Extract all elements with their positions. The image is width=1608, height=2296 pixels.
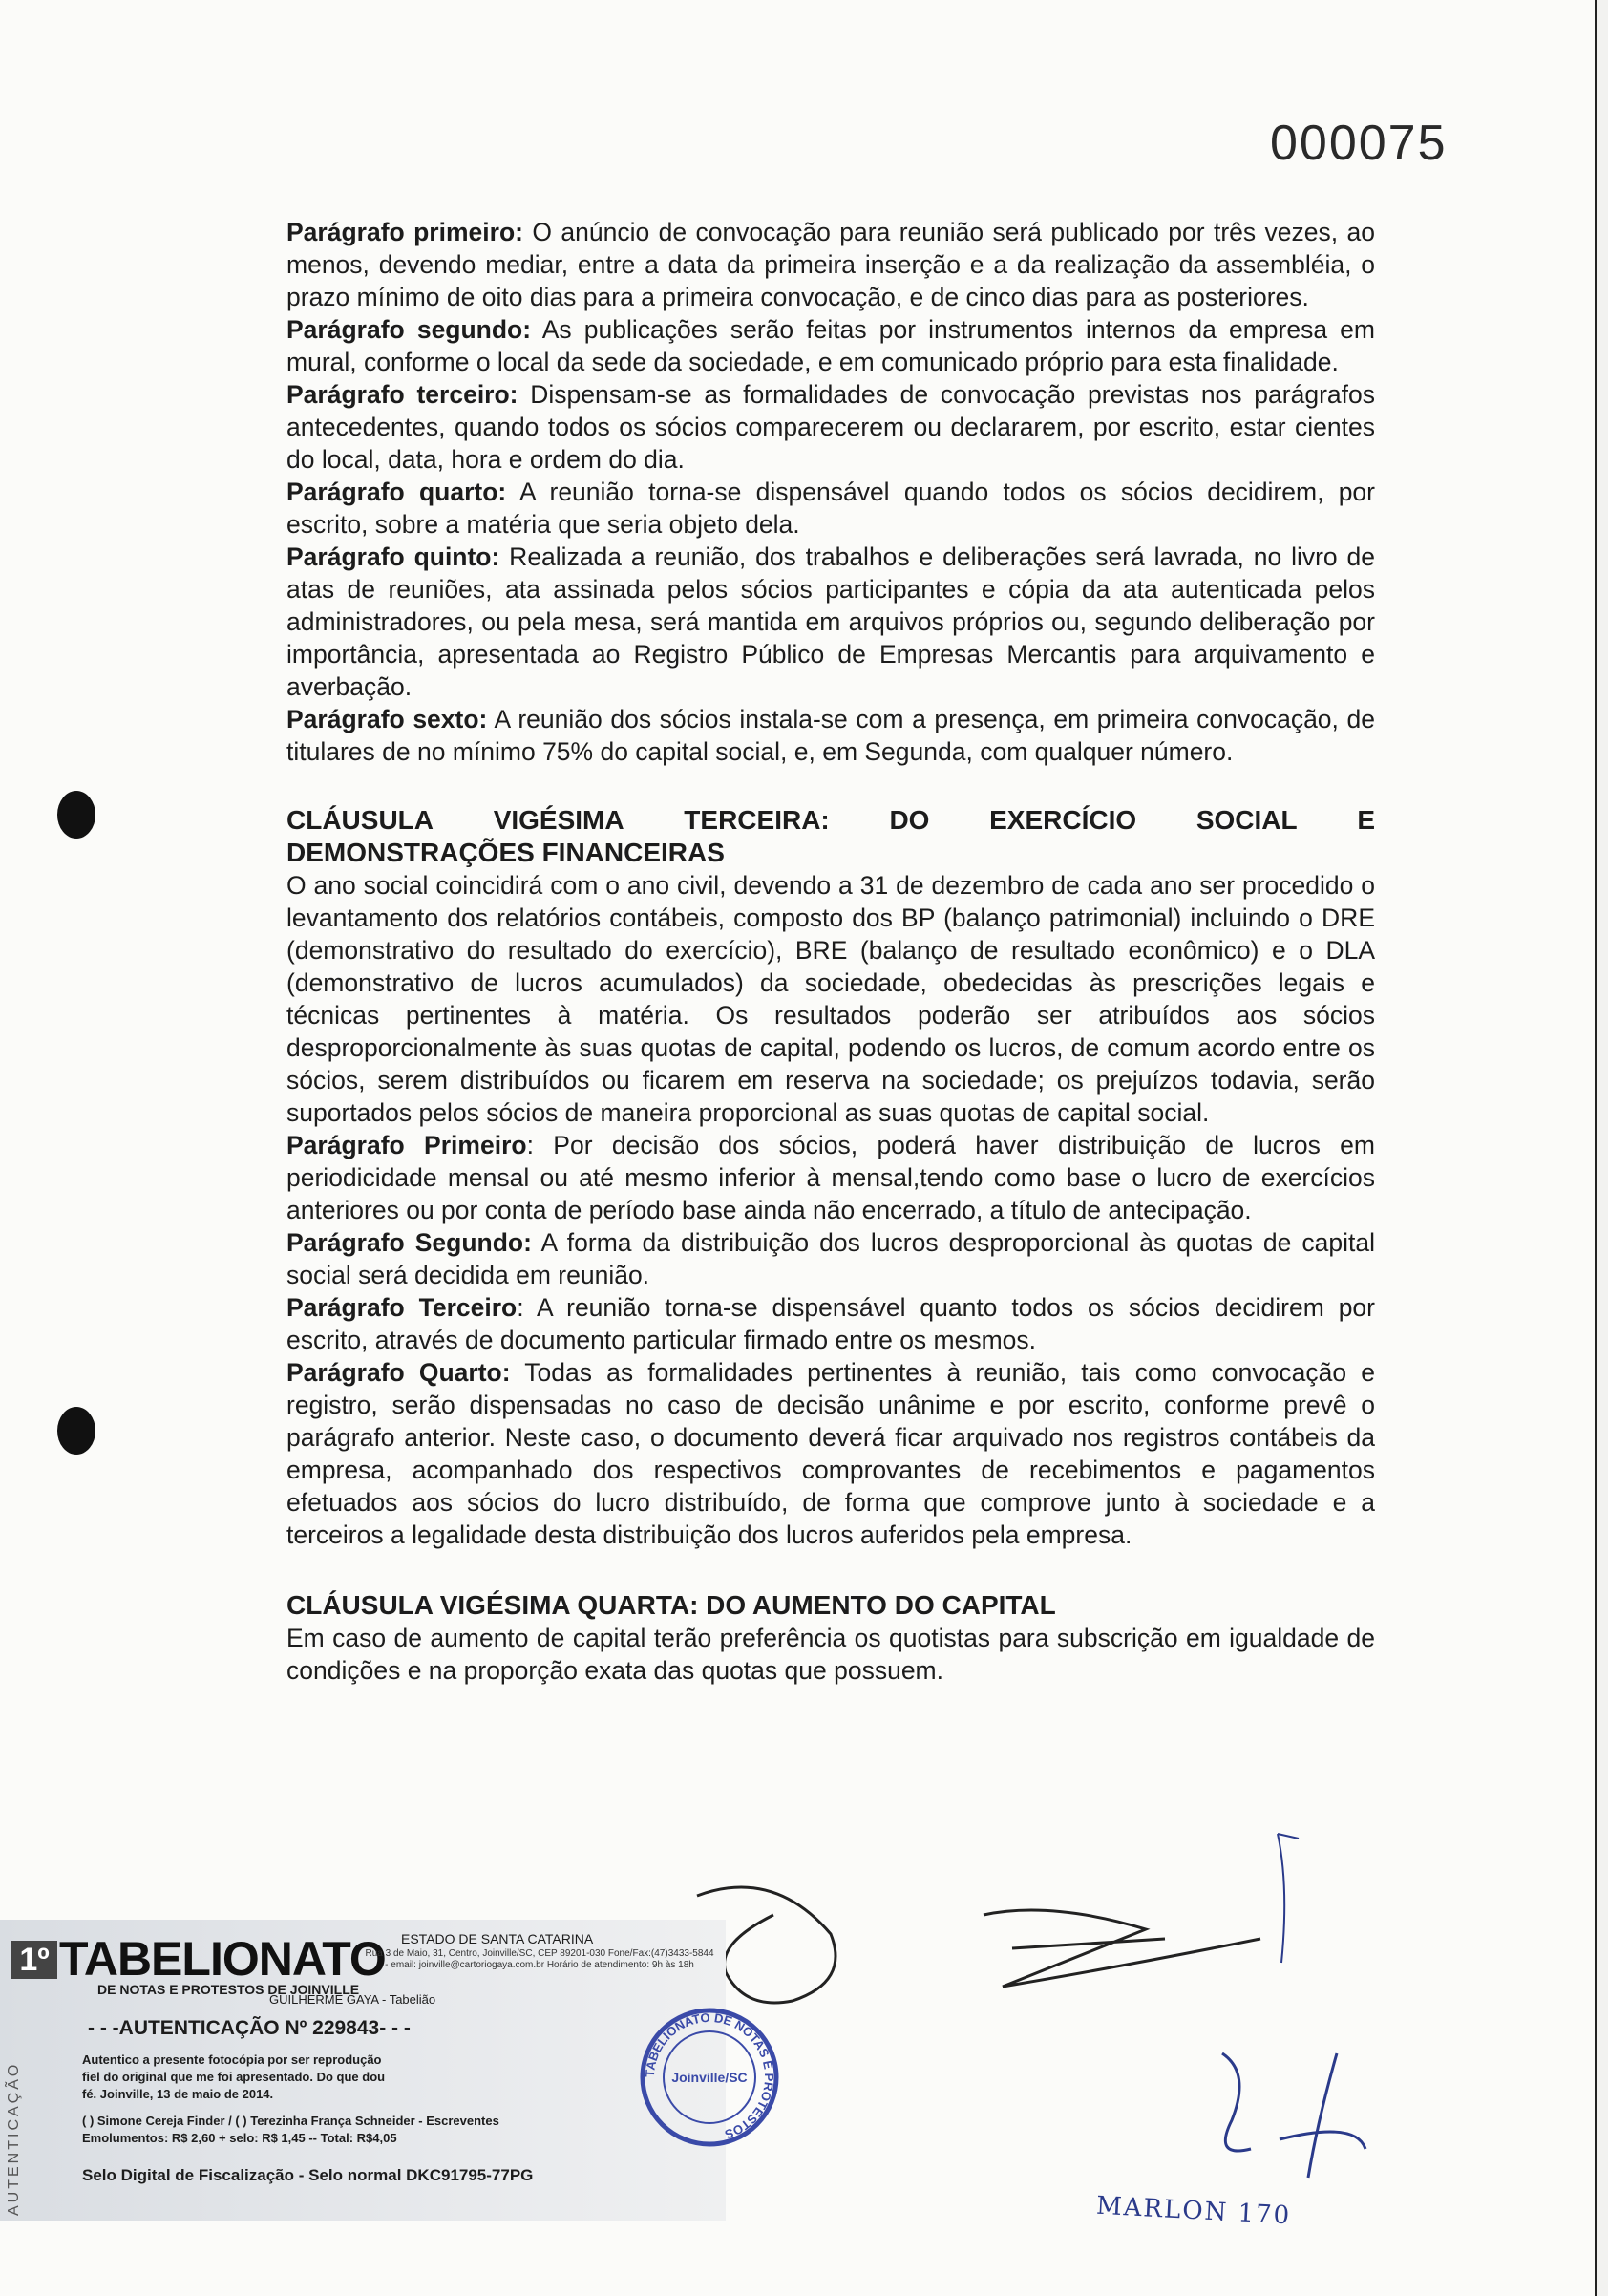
clause-24-text: Em caso de aumento de capital terão preferência os quotistas para subscrição em igualdade de condições e na proporção exata das quotas que possuem. <box>286 1624 1375 1685</box>
initials-bottom-right <box>1194 2044 1385 2187</box>
clause-23-title <box>286 804 1375 837</box>
seal-center-text: Joinville/SC <box>671 2070 748 2085</box>
paragraph-label: Parágrafo Quarto: <box>286 1358 511 1387</box>
paragraph-label: Parágrafo primeiro: <box>286 218 523 246</box>
paragraph <box>286 1356 1375 1551</box>
paragraph <box>286 1129 1375 1226</box>
paragraph-label: Parágrafo terceiro: <box>286 380 518 409</box>
notary-state: ESTADO DE SANTA CATARINA <box>401 1931 594 1946</box>
paragraph <box>286 1226 1375 1291</box>
contract-text <box>286 216 1375 1687</box>
punch-hole-top <box>57 791 95 839</box>
paragraph-label: Parágrafo quinto: <box>286 542 500 571</box>
title-word: SOCIAL <box>1195 805 1298 835</box>
signature-right <box>974 1901 1318 2006</box>
first-paragraphs <box>286 216 1375 768</box>
paragraph <box>286 541 1375 703</box>
paragraph-text: : Por decisão dos sócios, poderá haver distribuição de lucros em periodicidade mensal ou até mesmo inferior à mensal,tendo como base o lucro de exercícios anteriores ou por conta de período base ainda não encerrado, a título de antecipação. <box>286 1131 1375 1224</box>
title-word: CLÁUSULA <box>286 805 434 835</box>
title-word: E <box>1357 805 1375 835</box>
paragraph <box>286 313 1375 378</box>
stamp-fees: Emolumentos: R$ 2,60 + selo: R$ 1,45 -- Total: R$4,05 <box>82 2131 397 2145</box>
paragraph-label: Parágrafo sexto: <box>286 705 488 733</box>
paragraph <box>286 703 1375 768</box>
notary-tabeliao: GUILHERME GAYA - Tabelião <box>269 1992 436 2007</box>
notary-logo: 1º <box>11 1941 57 1979</box>
stamp-side-text: AUTENTICAÇÃO <box>6 2061 22 2216</box>
clause-23-intro: O ano social coincidirá com o ano civil, devendo a 31 de dezembro de cada ano ser procedido o levantamento dos relatórios contábeis, composto dos BP (balanço patrimonial) incluindo o DRE (demonstrativo do resultado do exercício), BRE (balanço de resultado econômico) e o DLA (demonstrativo de lucros acumulados) da sociedade, obedecidas às prescrições legais e técnicas pertinentes à matéria. Os resultados poderão ser atribuídos aos sócios desproporcionalmente às suas quotas de capital, podendo os lucros, de comum acordo entre os sócios, serem distribuídos ou ficarem em reserva na sociedade; os prejuízos todavia, serão suportados pelos sócios de maneira proporcional as suas quotas de capital social. <box>286 871 1375 1127</box>
paragraph-label: Parágrafo Primeiro <box>286 1131 527 1159</box>
paragraph-label: Parágrafo Terceiro <box>286 1293 518 1322</box>
authentication-number: - - -AUTENTICAÇÃO Nº 229843- - - <box>88 2017 411 2039</box>
notary-address: Rua 3 de Maio, 31, Centro, Joinville/SC, CEP 89201-030 Fone/Fax:(47)3433-5844 - email: joinville@cartoriogaya.com.br Horário de atendimento: 9h às 18h <box>365 1948 714 1970</box>
paragraph-text: A reunião torna-se dispensável quando todos os sócios decidirem, por escrito, sobre a matéria que seria objeto dela. <box>286 478 1375 539</box>
seal-ring-text-path: TABELIONATO DE NOTAS E PROTESTOS <box>642 2009 777 2142</box>
notary-name: TABELIONATO <box>59 1932 386 1986</box>
authentication-text: Autentico a presente fotocópia por ser reprodução fiel do original que me foi apresentado. Do que dou fé. Joinville, 13 de maio de 2014. <box>82 2052 386 2101</box>
paragraph-text: Realizada a reunião, dos trabalhos e deliberações será lavrada, no livro de atas de reuniões, ata assinada pelos sócios participantes e cópia da ata autenticada pelos administradores, ou pela mesa, será mantida em arquivos próprios ou, segundo deliberação por importância, apresentada ao Registro Público de Empresas Mercantis para arquivamento e averbação. <box>286 542 1375 701</box>
paragraph-text: A reunião dos sócios instala-se com a presença, em primeira convocação, de titulares de no mínimo 75% do capital social, e, em Segunda, com qualquer número. <box>286 705 1375 766</box>
paragraph-text: Todas as formalidades pertinentes à reunião, tais como convocação e registro, serão dispensadas no caso de decisão unânime e por escrito, conforme prevê o parágrafo anterior. Neste caso, o documento deverá ficar arquivado nos registros contábeis da empresa, acompanhado dos respectivos comprovantes de recebimentos e pagamentos efetuados aos sócios do lucro distribuído, de forma que comprove junto à sociedade e a terceiros a legalidade desta distribuição dos lucros auferidos pela empresa. <box>286 1358 1376 1549</box>
notary-stamp <box>0 1920 726 2221</box>
clause-23-paragraphs <box>286 1129 1375 1551</box>
clause-24 <box>286 1589 1375 1687</box>
signature-vertical <box>1270 1829 1308 1972</box>
paragraph-text: : A reunião torna-se dispensável quanto todos os sócios decidirem por escrito, através de documento particular firmado entre os mesmos. <box>286 1293 1375 1354</box>
clause-23 <box>286 804 1375 1551</box>
title-word: VIGÉSIMA <box>493 805 624 835</box>
paragraph-text: As publicações serão feitas por instrumentos internos da empresa em mural, conforme o local da sede da sociedade, e em comunicado próprio para esta finalidade. <box>286 315 1375 376</box>
stamp-selo: Selo Digital de Fiscalização - Selo normal DKC91795-77PG <box>82 2166 534 2184</box>
paragraph <box>286 476 1375 541</box>
paragraph <box>286 1291 1375 1356</box>
paragraph-label: Parágrafo quarto: <box>286 478 507 506</box>
paragraph-text: O anúncio de convocação para reunião será publicado por três vezes, ao menos, devendo mediar, entre a data da primeira inserção e a da realização da assembléia, o prazo mínimo de oito dias para a primeira convocação, e de cinco dias para as posteriores. <box>286 218 1375 311</box>
handwritten-note: MARLON 170 <box>1095 2191 1292 2231</box>
stamp-clerk-names: ( ) Simone Cereja Finder / ( ) Terezinha França Schneider - Escreventes <box>82 2114 499 2128</box>
clause-23-title-line2: DEMONSTRAÇÕES FINANCEIRAS <box>286 838 725 867</box>
clause-24-title: CLÁUSULA VIGÉSIMA QUARTA: DO AUMENTO DO CAPITAL <box>286 1590 1056 1620</box>
paragraph-label: Parágrafo segundo: <box>286 315 532 344</box>
paragraph-label: Parágrafo Segundo: <box>286 1228 532 1257</box>
notary-seal <box>638 2006 781 2149</box>
punch-hole-bottom <box>57 1407 95 1455</box>
paragraph <box>286 216 1375 313</box>
paragraph <box>286 378 1375 476</box>
paragraph-text: Dispensam-se as formalidades de convocação previstas nos parágrafos antecedentes, quando todos os sócios comparecerem ou declararem, por escrito, estar cientes do local, data, hora e ordem do dia. <box>286 380 1375 474</box>
title-word: DO <box>889 805 930 835</box>
stamp-clerks <box>82 2113 655 2147</box>
title-word: EXERCÍCIO <box>989 805 1137 835</box>
page-number: 000075 <box>1270 116 1448 171</box>
title-word: TERCEIRA: <box>684 805 830 835</box>
paragraph-text: A forma da distribuição dos lucros desproporcional às quotas de capital social será decidida em reunião. <box>286 1228 1375 1289</box>
notary-subtitle: DE NOTAS E PROTESTOS DE JOINVILLE <box>97 1982 360 1997</box>
